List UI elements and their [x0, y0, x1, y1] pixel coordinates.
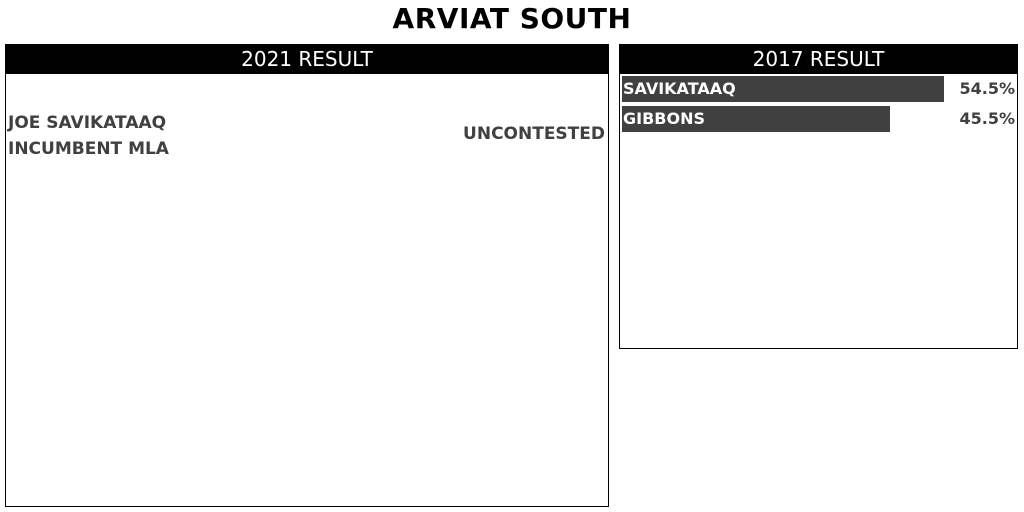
candidate-status: INCUMBENT MLA	[8, 139, 169, 159]
bar-label-gibbons: GIBBONS	[623, 109, 705, 128]
bar-value-savikataaq: 54.5%	[959, 79, 1015, 98]
bar-label-savikataaq: SAVIKATAAQ	[623, 79, 736, 98]
candidate-name: JOE SAVIKATAAQ	[8, 113, 167, 133]
panel-2021-header: 2021 RESULT	[6, 45, 608, 74]
page-title: ARVIAT SOUTH	[392, 2, 632, 35]
bar-value-gibbons: 45.5%	[959, 109, 1015, 128]
candidate-info	[8, 110, 169, 162]
bar-row-gibbons	[622, 106, 1015, 132]
panel-2021-result	[5, 44, 609, 507]
panel-2017-header: 2017 RESULT	[620, 45, 1017, 74]
bar-row-savikataaq	[622, 76, 1015, 102]
result-status: UNCONTESTED	[463, 124, 605, 144]
panel-2017-result	[619, 44, 1018, 349]
